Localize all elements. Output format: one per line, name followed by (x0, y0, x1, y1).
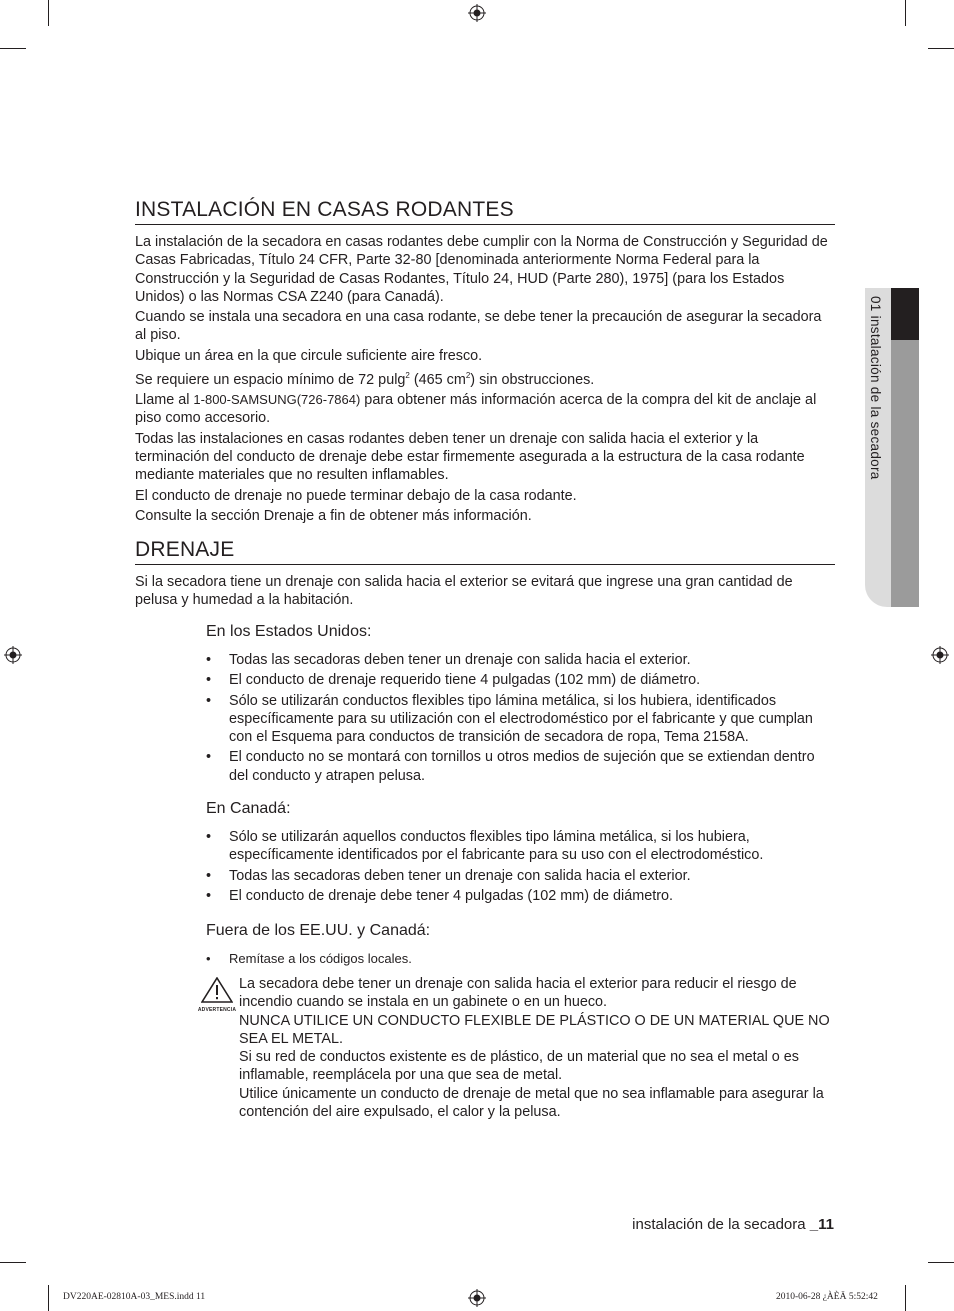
page-number: 11 (818, 1216, 834, 1233)
text-run: ) sin obstrucciones. (470, 371, 595, 388)
text-run: (465 cm (409, 371, 466, 388)
crop-mark (48, 1285, 49, 1311)
crop-mark (48, 0, 49, 26)
crop-mark (928, 1262, 954, 1263)
subsection-canada (206, 799, 836, 907)
paragraph: Cuando se instala una secadora en una casa rodante, se debe tener la precaución de asegurar la secadora al piso. (135, 309, 822, 344)
section-intro: Si la secadora tiene un drenaje con salida hacia el exterior se evitará que ingrese una gran cantidad de pelusa y humedad a la habitación. (135, 574, 793, 609)
warning-line: NUNCA UTILICE UN CONDUCTO FLEXIBLE DE PLÁSTICO O DE UN MATERIAL QUE NO SEA EL METAL. (239, 1012, 830, 1047)
subsection-outside (206, 921, 836, 970)
list-item: • El conducto de drenaje debe tener 4 pulgadas (102 mm) de diámetro. (206, 887, 836, 905)
footer-section: instalación de la secadora (632, 1216, 806, 1233)
text-run: para obtener más información acerca de la compra del kit de anclaje al piso como accesorio. (135, 392, 817, 427)
list-item: • El conducto de drenaje requerido tiene 4 pulgadas (102 mm) de diámetro. (206, 671, 836, 689)
paragraph: El conducto de drenaje no puede terminar debajo de la casa rodante. (135, 487, 577, 504)
paragraph-phone (135, 391, 835, 428)
section-title: DRENAJE (135, 538, 835, 565)
crop-mark (0, 1262, 26, 1263)
section-title: INSTALACIÓN EN CASAS RODANTES (135, 198, 835, 225)
subsection-heading: Fuera de los EE.UU. y Canadá: (206, 922, 431, 939)
text-run: Llame al (135, 392, 194, 409)
subsection-us (206, 622, 836, 787)
registration-mark-icon (931, 646, 949, 664)
bullet-list (206, 950, 836, 968)
list-item: • Todas las secadoras deben tener un drenaje con salida hacia el exterior. (206, 867, 836, 885)
chapter-tab-label: 01 instalación de la secadora (868, 296, 883, 480)
warning-line: La secadora debe tener un drenaje con salida hacia el exterior para reducir el riesgo de incendio cuando se instala en un gabinete o en un hueco. (239, 976, 797, 1011)
crop-mark (905, 0, 906, 26)
footer-separator: _ (805, 1216, 819, 1233)
paragraph: Consulte la sección Drenaje a fin de obtener más información. (135, 507, 532, 524)
warning-triangle-icon (201, 977, 233, 1003)
list-item: • Sólo se utilizarán aquellos conductos flexibles tipo lámina metálica, si los hubiera, específicamente identificados por el fabricante para su uso con el electrodoméstico. (206, 828, 836, 865)
paragraph: Ubique un área en la que circule suficiente aire fresco. (135, 347, 483, 364)
print-slug-file: DV220AE-02810A-03_MES.indd 11 (63, 1292, 206, 1302)
section-body (135, 233, 835, 525)
section-mobile-home-installation (135, 198, 835, 527)
chapter-tab-marker (891, 288, 919, 340)
warning-text (239, 975, 837, 1121)
list-item: • Remítase a los códigos locales. (206, 950, 836, 968)
text-run: Se requiere un espacio mínimo de 72 pulg (135, 371, 406, 388)
subsection-heading: En los Estados Unidos: (206, 623, 372, 640)
chapter-tab-bar (891, 340, 919, 607)
superscript: 2 (405, 371, 410, 381)
warning-line: Si su red de conductos existente es de plástico, de un material que no sea el metal o es inflamable, reemplácela por una que sea de metal. (239, 1049, 799, 1084)
page-footer (632, 1216, 834, 1233)
print-slug-date: 2010-06-28 ¿ÀÈÄ 5:52:42 (776, 1292, 878, 1302)
subsection-heading: En Canadá: (206, 800, 291, 817)
registration-mark-icon (4, 646, 22, 664)
paragraph: La instalación de la secadora en casas rodantes debe cumplir con la Norma de Construcción y Seguridad de Casas Fabricadas, Título 24 CFR, Parte 32-80 [denominada anteriormente Norma Federal para la Construcción y la Seguridad de Casas Rodantes, Título 24, HUD (Parte 280), 1975] (para los Estados Unidos) o las Normas CSA Z240 (para Canadá). (135, 234, 828, 305)
crop-mark (905, 1285, 906, 1311)
registration-mark-icon (468, 1289, 486, 1307)
bullet-list (206, 828, 836, 905)
warning-icon-group (197, 977, 237, 1013)
superscript: 2 (465, 371, 471, 381)
crop-mark (0, 48, 26, 49)
list-item: • El conducto no se montará con tornillos u otros medios de sujeción que se extiendan dentro del conducto y atrapen pelusa. (206, 748, 836, 785)
phone-number: 1-800-SAMSUNG(726-7864) (193, 392, 361, 408)
crop-mark (928, 48, 954, 49)
bullet-list (206, 651, 836, 785)
warning-block (197, 975, 837, 1121)
registration-mark-icon (468, 4, 486, 22)
paragraph-space-requirement (135, 367, 835, 389)
warning-line: Utilice únicamente un conducto de drenaje de metal que no sea inflamable para asegurar la contención del aire expulsado, el calor y la pelusa. (239, 1085, 824, 1121)
warning-label: ADVERTENCIA (197, 1007, 237, 1013)
section-exhaust (135, 538, 835, 610)
list-item: • Sólo se utilizarán conductos flexibles tipo lámina metálica, si los hubiera, identificados específicamente para su utilización con el electrodoméstico por el fabricante y que cumplan con el Esquema para conductos de transición de secadora de ropa, Tema 2158A. (206, 692, 836, 747)
paragraph: Todas las instalaciones en casas rodantes deben tener un drenaje con salida hacia el exterior y la terminación del conducto de drenaje debe estar firmemente asegurada a la estructura de la casa rodante mediante materiales que no resulten inflamables. (135, 430, 805, 484)
list-item: • Todas las secadoras deben tener un drenaje con salida hacia el exterior. (206, 651, 836, 669)
